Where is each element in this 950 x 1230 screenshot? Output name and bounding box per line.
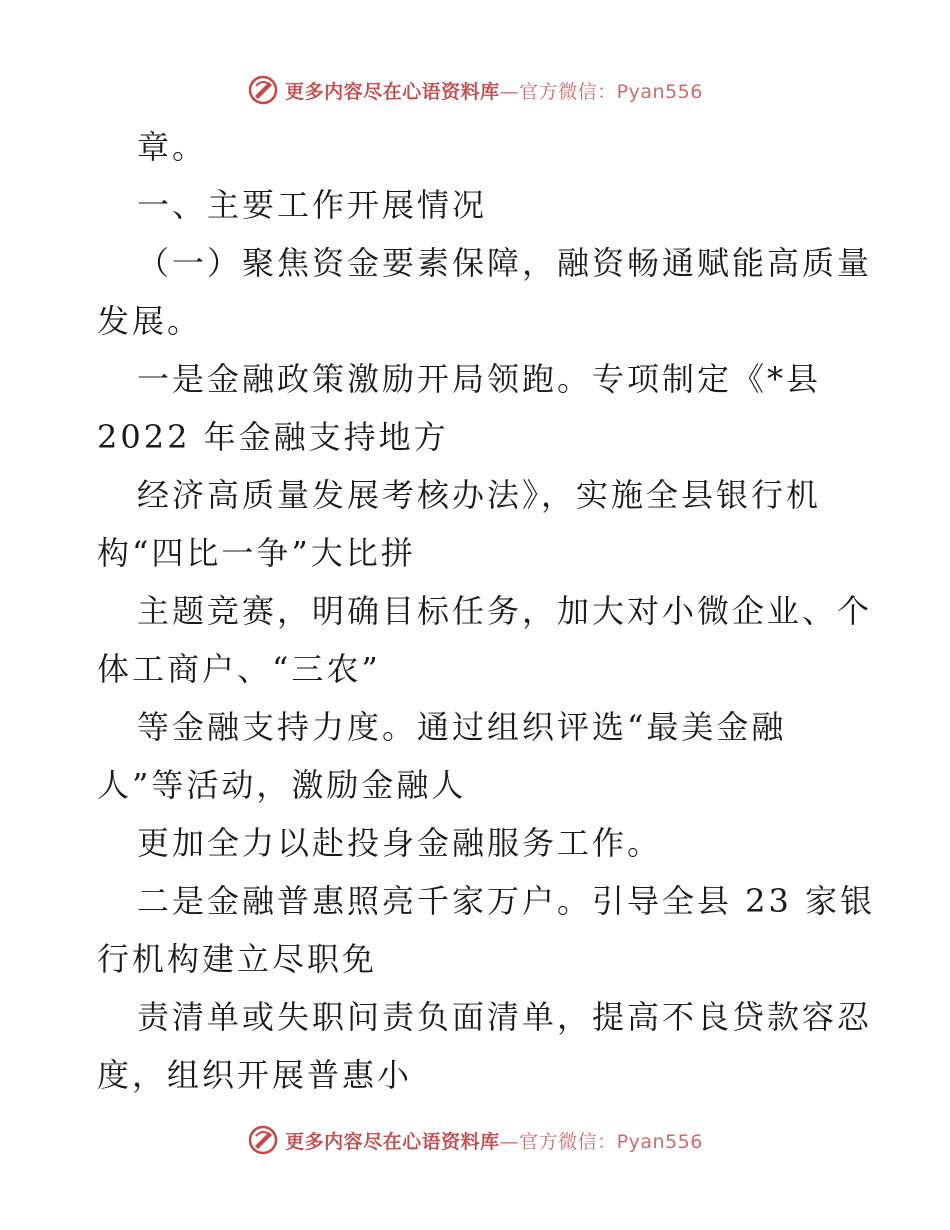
watermark-sub-text: —官方微信：Pyan556 bbox=[499, 1130, 703, 1153]
text-line: 度，组织开展普惠小 bbox=[97, 1056, 413, 1094]
text-line: 行机构建立尽职免 bbox=[97, 940, 378, 978]
watermark-main-text: 更多内容尽在心语资料库 bbox=[285, 1130, 500, 1153]
section-heading: 一、主要工作开展情况 bbox=[137, 186, 488, 224]
text-line: 发展。 bbox=[97, 302, 203, 340]
watermark-main-text: 更多内容尽在心语资料库 bbox=[285, 80, 500, 103]
text-line: 更加全力以赴投身金融服务工作。 bbox=[137, 824, 663, 862]
text-line: 二是金融普惠照亮千家万户。引导全县 23 家银 bbox=[137, 882, 876, 920]
brand-logo-icon bbox=[247, 1124, 279, 1156]
brand-logo-icon bbox=[247, 74, 279, 106]
text-line: 主题竞赛，明确目标任务，加大对小微企业、个 bbox=[137, 592, 873, 630]
watermark-footer bbox=[0, 1120, 950, 1160]
text-line: 人”等活动，激励金融人 bbox=[97, 766, 467, 804]
text-line: （一）聚焦资金要素保障，融资畅通赋能高质量 bbox=[137, 244, 873, 282]
text-line: 体工商户、“三农” bbox=[97, 650, 381, 688]
watermark-sub-text: —官方微信：Pyan556 bbox=[499, 80, 703, 103]
text-line: 章。 bbox=[137, 128, 208, 166]
text-line: 构“四比一争”大比拼 bbox=[97, 534, 416, 572]
watermark-header bbox=[0, 70, 950, 110]
text-line: 经济高质量发展考核办法》，实施全县银行机 bbox=[137, 476, 822, 514]
text-line: 2022 年金融支持地方 bbox=[97, 418, 449, 456]
text-line: 等金融支持力度。通过组织评选“最美金融 bbox=[137, 708, 787, 746]
document-body bbox=[97, 118, 876, 1104]
text-line: 一是金融政策激励开局领跑。专项制定《*县 bbox=[137, 360, 822, 398]
text-line: 责清单或失职问责负面清单，提高不良贷款容忍 bbox=[137, 998, 873, 1036]
